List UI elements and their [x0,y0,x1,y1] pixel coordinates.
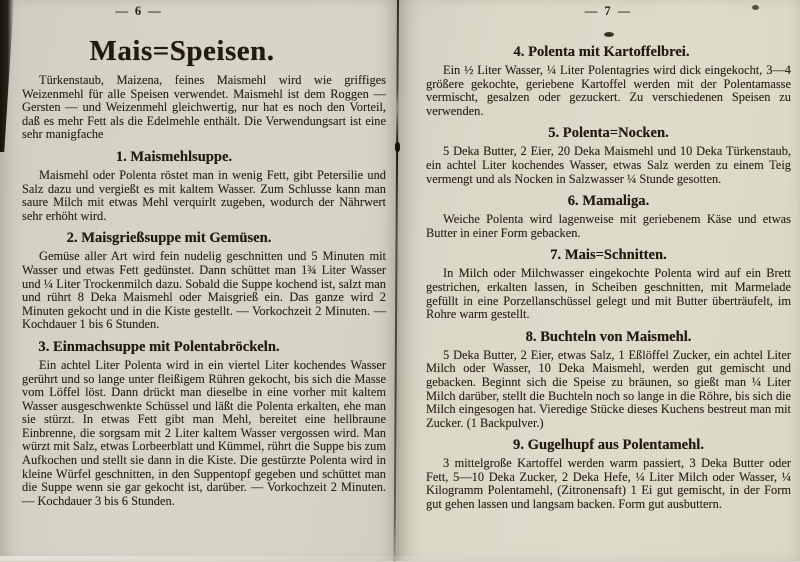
page-7 [399,0,800,561]
recipe-5-heading: 5. Polenta=Nocken. [548,125,669,142]
intro-paragraph: Türkenstaub, Maizena, feines Maismehl wird wie griffiges Weizenmehl für alle Speisen verwendet. Maismehl ist dem Roggen — Gersten — und Weizenmehl gleichwertig, nur hat es noch den Vorteil, daß es mehr Fett als die Edelmehle enthält. Die Verwendungsart ist eine sehr manigfache [22,73,386,142]
recipe-8-heading: 8. Buchteln von Maismehl. [525,328,692,345]
recipe-5-body: 5 Deka Butter, 2 Eier, 20 Deka Maismehl und 10 Deka Türkenstaub, ein achtel Liter kochendes Wasser, etwas Salz werden zu einem Teig vermengt und als Nocken in Salzwasser ¼ Stunde gesotten. [426,144,791,186]
gutter-ink-blob [395,142,400,152]
scan-bottom-edge [0,556,800,561]
recipe-1-heading: 1. Maismehlsuppe. [115,148,233,165]
recipe-4-body: Ein ½ Liter Wasser, ¼ Liter Polentagries wird dick eingekocht, 3—4 größere gekochte, geriebene Kartoffel werden mit der Polentamasse vermischt, gesalzen oder gezuckert. Zu verschiedenen Speisen zu verwenden. [426,63,791,118]
ink-speck [752,5,759,10]
page-6 [0,0,399,561]
page-number-right: — 7 — [584,4,633,18]
printer-ornament-icon [604,32,614,37]
recipe-6-heading: 6. Mamaliga. [567,193,650,210]
recipe-8-body: 5 Deka Butter, 2 Eier, etwas Salz, 1 Eßlöffel Zucker, ein achtel Liter Milch oder Wasser, 10 Deka Maismehl, werden gut gemischt und gebacken. Beginnt sich die Speise zu bräunen, so gießt man ¼ Liter Milch darüber, stellt die Buchteln noch so lange in die Röhre, bis sich die Milch eingesogen hat. Vieredige Stücke dieses Kuchens bestreut man mit Zucker. (1 Backpulver.) [426,347,791,430]
chapter-title: Mais=Speisen. [89,35,275,67]
recipe-7-body: In Milch oder Milchwasser eingekochte Polenta wird auf ein Brett gestrichen, erkalten lassen, in Scheiben geschnitten, mit Marmelade gefüllt in eine Porzellanschüssel gelegt und mit Butter überträufelt, im Rohre warm gestellt. [426,266,791,322]
recipe-2-heading: 2. Maisgrießsuppe mit Gemüsen. [66,230,272,247]
recipe-4-heading: 4. Polenta mit Kartoffelbrei. [513,44,690,60]
recipe-3-body: Ein achtel Liter Polenta wird in ein viertel Liter kochendes Wasser gerührt und so lange unter fleißigem Rühren gekocht, bis sich die Masse vom Löffel löst. Dann drückt man dieselbe in eine vorher mit kaltem Wasser ausgeschwenkte Schüssel und läßt die Polenta erkalten, ehe man sie stürzt. In etwas Fett gibt man Mehl, bereitet eine hellbraune Einbrenne, die sorgsam mit 2 Liter kaltem Wasser vergossen wird. Man würzt mit Salz, etwas Lorbeerblatt und Kümmel, rührt die Suppe bis zum Aufkochen und stellt sie dann in die Kiste. Die gestürzte Polenta wird in kleine Würfel geschnitten, in den Suppentopf gegeben und schüttet man die Suppe wenn sie gar gekocht ist, darüber. — Vorkochzeit 2 Minuten. — Kochdauer 3 bis 6 Stunden. [22,357,386,508]
recipe-3-heading: 3. Einmachsuppe mit Polentabröckeln. [38,338,280,355]
recipe-6-body: Weiche Polenta wird lagenweise mit geriebenem Käse und etwas Butter in einer Form gebacken. [426,212,791,240]
recipe-2-body: Gemüse aller Art wird fein nudelig geschnitten und 5 Minuten mit Wasser und etwas Fett gedünstet. Dann schüttet man 1¾ Liter Wasser und ¼ Liter Trockenmilch dazu. Sobald die Suppe kochend ist, salzt man und rührt 8 Deka Maismehl oder Maisgrieß ein. Das ganze wird 2 Minuten gekocht und in die Kiste gestellt. — Vorkochzeit 2 Minuten. — Kochdauer 1 bis 6 Stunden. [22,249,386,332]
recipe-7-heading: 7. Mais=Schnitten. [550,247,667,264]
page-number-left: — 6 — [115,4,163,18]
recipe-1-body: Maismehl oder Polenta röstet man in wenig Fett, gibt Petersilie und Salz dazu und vergießt es mit kaltem Wasser. Zum Schlusse kann man saure Milch mit etwas Mehl verquirlt zugeben, wodurch der Nährwert sehr erhöht wird. [22,167,386,223]
recipe-9-body: 3 mittelgroße Kartoffel werden warm passiert, 3 Deka Butter oder Fett, 5—10 Deka Zucker, 2 Deka Hefe, ¼ Liter Milch oder Wasser, ¼ Kilogramm Polentamehl, (Zitronensaft) 1 Ei gut gemischt, in der Form gut gehen lassen und langsam backen. Form gut ausbuttern. [426,456,791,512]
recipe-9-heading: 9. Gugelhupf aus Polentamehl. [513,437,704,454]
